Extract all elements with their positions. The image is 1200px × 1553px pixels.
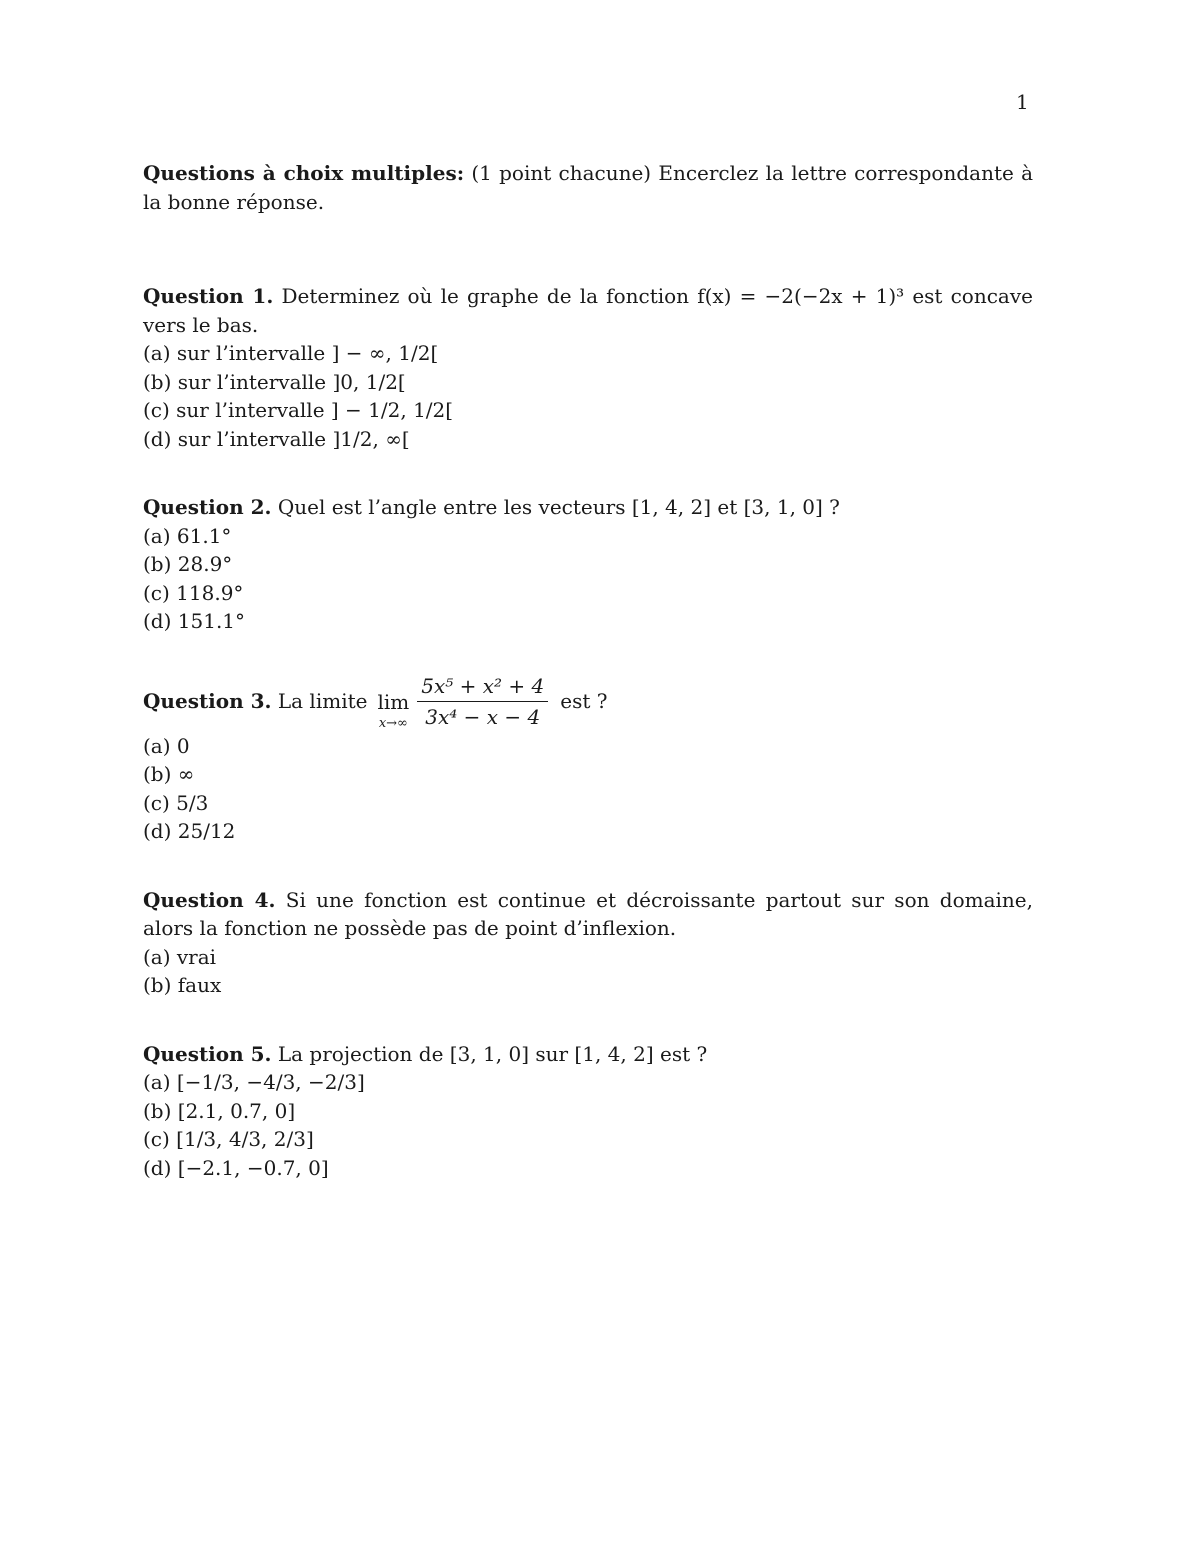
question-3-text xyxy=(143,672,1033,732)
question-5-text xyxy=(143,1040,1033,1069)
question-5-option-b[interactable]: (b) [2.1, 0.7, 0] xyxy=(143,1098,296,1123)
fraction-denominator: 3x⁴ − x − 4 xyxy=(425,705,541,729)
question-1-option-c[interactable]: (c) sur l’intervalle ] − 1/2, 1/2[ xyxy=(143,398,454,422)
question-3-label: Question 3. xyxy=(143,689,272,714)
question-5-option-c[interactable]: (c) [1/3, 4/3, 2/3] xyxy=(143,1127,314,1151)
question-1-text xyxy=(143,282,1033,339)
question-2-option-b[interactable]: (b) 28.9° xyxy=(143,552,233,576)
question-3 xyxy=(143,672,1033,846)
instructions-text: (1 point chacune) Encerclez la lettre correspondante à la bonne réponse. xyxy=(143,161,1033,214)
question-4-label: Question 4. xyxy=(143,887,276,912)
question-4-text xyxy=(143,886,1033,943)
question-2 xyxy=(143,493,1033,636)
question-1-option-a[interactable]: (a) sur l’intervalle ] − ∞, 1/2[ xyxy=(143,341,439,365)
limit-fraction xyxy=(417,673,548,730)
instructions-heading: Questions à choix multiples: xyxy=(143,161,465,185)
question-2-option-d[interactable]: (d) 151.1° xyxy=(143,609,246,633)
question-2-body: Quel est l’angle entre les vecteurs [1, 4, 2] et [3, 1, 0] ? xyxy=(271,495,840,519)
question-1-body: Determinez où le graphe de la fonction f(x) = −2(−2x + 1)³ est concave vers le bas. xyxy=(143,284,1033,337)
question-3-option-d[interactable]: (d) 25/12 xyxy=(143,819,236,843)
question-5 xyxy=(143,1040,1033,1183)
question-4 xyxy=(143,886,1033,1000)
question-5-label: Question 5. xyxy=(143,1041,272,1066)
question-1 xyxy=(143,282,1033,453)
limit-operator xyxy=(377,688,409,731)
question-5-option-a[interactable]: (a) [−1/3, −4/3, −2/3] xyxy=(143,1070,365,1094)
question-5-option-d[interactable]: (d) [−2.1, −0.7, 0] xyxy=(143,1155,329,1180)
question-3-suffix: est ? xyxy=(560,689,608,714)
question-2-text xyxy=(143,493,1033,522)
question-3-option-b[interactable]: (b) ∞ xyxy=(143,762,195,786)
limit-subscript: x→∞ xyxy=(378,715,408,731)
exam-content xyxy=(143,159,1033,1222)
question-1-option-b[interactable]: (b) sur l’intervalle ]0, 1/2[ xyxy=(143,369,406,394)
limit-symbol: lim xyxy=(377,690,410,715)
instructions xyxy=(143,159,1033,216)
question-3-option-c[interactable]: (c) 5/3 xyxy=(143,790,209,815)
question-4-option-b[interactable]: (b) faux xyxy=(143,973,222,997)
question-5-body: La projection de [3, 1, 0] sur [1, 4, 2] est ? xyxy=(271,1041,708,1066)
question-2-option-a[interactable]: (a) 61.1° xyxy=(143,523,232,548)
question-4-body: Si une fonction est continue et décroissante partout sur son domaine, alors la fonction ne possède pas de point d’inflexion. xyxy=(143,887,1034,940)
question-3-body: La limite xyxy=(271,689,368,714)
question-1-label: Question 1. xyxy=(143,284,274,308)
question-1-option-d[interactable]: (d) sur l’intervalle ]1/2, ∞[ xyxy=(143,426,410,451)
question-3-option-a[interactable]: (a) 0 xyxy=(143,733,190,758)
question-4-option-a[interactable]: (a) vrai xyxy=(143,944,217,969)
question-2-label: Question 2. xyxy=(143,495,272,519)
question-2-option-c[interactable]: (c) 118.9° xyxy=(143,580,244,605)
fraction-numerator: 5x⁵ + x² + 4 xyxy=(417,673,548,702)
page-number: 1 xyxy=(1016,90,1029,114)
